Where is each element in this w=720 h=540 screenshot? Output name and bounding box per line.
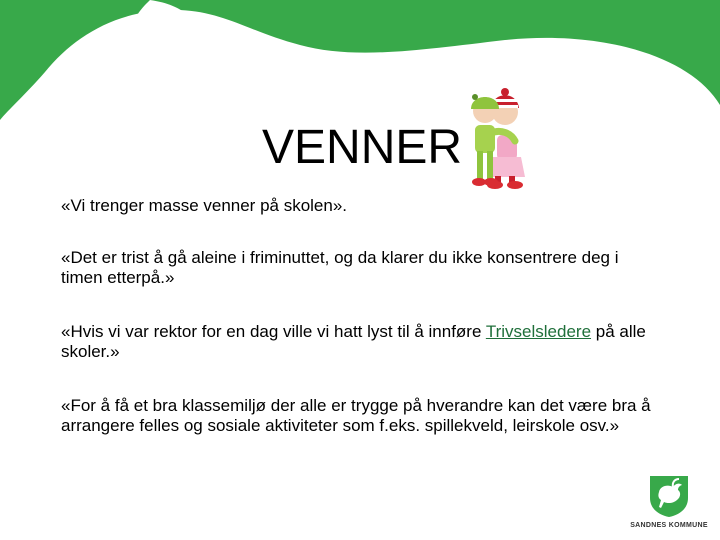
goat-shield-icon <box>648 474 690 518</box>
quote-friends: «Vi trenger masse venner på skolen». <box>61 196 348 215</box>
trivselsledere-link[interactable]: Trivselsledere <box>485 322 592 341</box>
logo-text: SANDNES KOMMUNE <box>630 522 708 529</box>
sandnes-kommune-logo <box>628 474 710 534</box>
slide-title: VENNER <box>262 121 463 174</box>
quote-principal <box>61 322 661 362</box>
quote-principal-start: «Hvis vi var rektor for en dag ville vi hatt lyst til å innføre <box>61 322 486 341</box>
quote-break-time: «Det er trist å gå aleine i friminuttet, og da klarer du ikke konsentrere deg i timen etterpå.» <box>61 248 619 287</box>
quote-class-environment: «For å få et bra klassemiljø der alle er trygge på hverandre kan det være bra å arrangere felles og sosiale aktiviteter som f.eks. spillekveld, leirskole osv.» <box>61 396 651 435</box>
quote-principal-end: på alle skoler.» <box>61 322 646 361</box>
hugging-children-icon <box>455 85 535 190</box>
